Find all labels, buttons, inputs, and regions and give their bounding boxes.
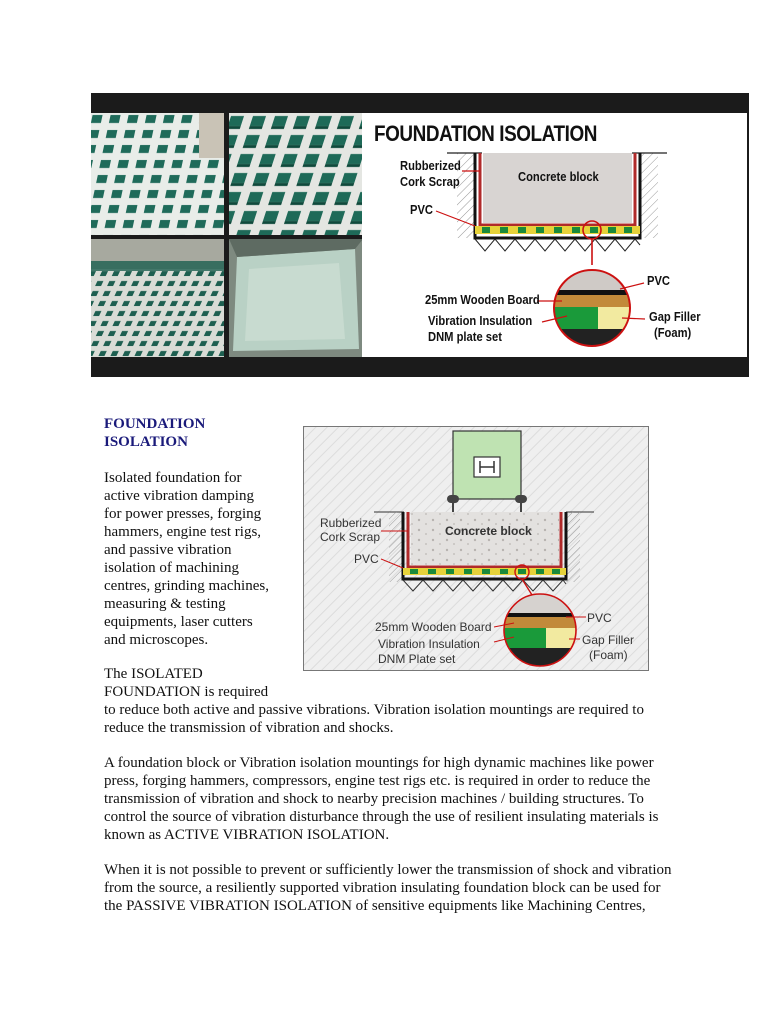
text-line: active vibration damping bbox=[104, 488, 254, 504]
text-line: press, forging hammers, compressors, engine test rigs etc. is required in order to reduce the bbox=[104, 773, 651, 789]
text-line: the PASSIVE VIBRATION ISOLATION of sensitive equipments like Machining Centres, bbox=[104, 898, 646, 914]
banner-label-foam: (Foam) bbox=[654, 325, 692, 340]
passive-isolation-paragraph bbox=[104, 861, 672, 915]
text-line: and microscopes. bbox=[104, 632, 209, 648]
banner-label-rubberized: Rubberized bbox=[400, 158, 461, 173]
banner-label-vibration-insulation: Vibration Insulation bbox=[428, 313, 533, 328]
banner-label-cork-scrap: Cork Scrap bbox=[400, 174, 460, 189]
banner-label-dnm-plate-set: DNM plate set bbox=[428, 329, 502, 344]
text-line: FOUNDATION is required bbox=[104, 684, 269, 700]
banner-schematic-panel bbox=[362, 113, 747, 357]
text-line: equipments, laser cutters bbox=[104, 614, 253, 630]
diagram-label-pvc: PVC bbox=[354, 552, 379, 566]
text-line: The ISOLATED bbox=[104, 666, 203, 682]
diagram-label-wooden-board: 25mm Wooden Board bbox=[375, 620, 492, 634]
foundation-isolation-banner bbox=[91, 93, 749, 377]
heading-line-1: FOUNDATION bbox=[104, 416, 206, 432]
photo-foundation-pit bbox=[91, 239, 224, 357]
banner-label-pvc: PVC bbox=[410, 202, 433, 217]
banner-label-wooden-board: 25mm Wooden Board bbox=[425, 292, 540, 307]
banner-label-pvc-detail: PVC bbox=[647, 273, 670, 288]
text-line: isolation of machining bbox=[104, 560, 239, 576]
isolated-foundation-paragraph bbox=[104, 665, 644, 737]
banner-title: FOUNDATION ISOLATION bbox=[374, 121, 597, 146]
text-line: Isolated foundation for bbox=[104, 470, 242, 486]
diagram-label-rubberized: Rubberized bbox=[320, 516, 382, 530]
foundation-cross-section-diagram bbox=[303, 426, 649, 671]
diagram-label-cork-scrap: Cork Scrap bbox=[320, 530, 381, 544]
text-line: When it is not possible to prevent or sufficiently lower the transmission of shock and vibration bbox=[104, 862, 672, 878]
photo-pvc-covered-pit bbox=[229, 239, 363, 357]
photo-block-grid-floor bbox=[91, 113, 224, 235]
text-line: reduce the transmission of vibration and shocks. bbox=[104, 720, 394, 736]
section-heading bbox=[104, 415, 294, 451]
heading-line-2: ISOLATION bbox=[104, 434, 188, 450]
diagram-label-pvc-detail: PVC bbox=[587, 611, 612, 625]
active-isolation-paragraph bbox=[104, 754, 658, 844]
text-line: for power presses, forging bbox=[104, 506, 262, 522]
text-line: and passive vibration bbox=[104, 542, 232, 558]
diagram-label-gap-filler: Gap Filler bbox=[582, 633, 635, 647]
installation-photos bbox=[91, 113, 363, 357]
text-line: measuring & testing bbox=[104, 596, 226, 612]
intro-paragraph bbox=[104, 469, 269, 649]
photo-block-closeup bbox=[229, 113, 363, 235]
diagram-label-vibration-insulation: Vibration Insulation bbox=[378, 637, 480, 651]
text-line: transmission of vibration and shock to nearby precision machines / building structures. To bbox=[104, 791, 644, 807]
text-line: centres, grinding machines, bbox=[104, 578, 269, 594]
diagram-label-foam: (Foam) bbox=[589, 648, 628, 662]
text-line: known as ACTIVE VIBRATION ISOLATION. bbox=[104, 827, 390, 843]
banner-label-gap-filler: Gap Filler bbox=[649, 309, 701, 324]
text-line: to reduce both active and passive vibrations. Vibration isolation mountings are required to bbox=[104, 702, 644, 718]
diagram-label-concrete-block: Concrete block bbox=[445, 524, 532, 538]
diagram-label-dnm-plate-set: DNM Plate set bbox=[378, 652, 456, 666]
text-line: hammers, engine test rigs, bbox=[104, 524, 262, 540]
banner-label-concrete-block: Concrete block bbox=[518, 169, 599, 184]
text-line: A foundation block or Vibration isolation mountings for high dynamic machines like power bbox=[104, 755, 654, 771]
text-line: from the source, a resiliently supported vibration insulating foundation block can be used for bbox=[104, 880, 661, 896]
text-line: control the source of vibration disturbance through the use of resilient insulating materials is bbox=[104, 809, 659, 825]
